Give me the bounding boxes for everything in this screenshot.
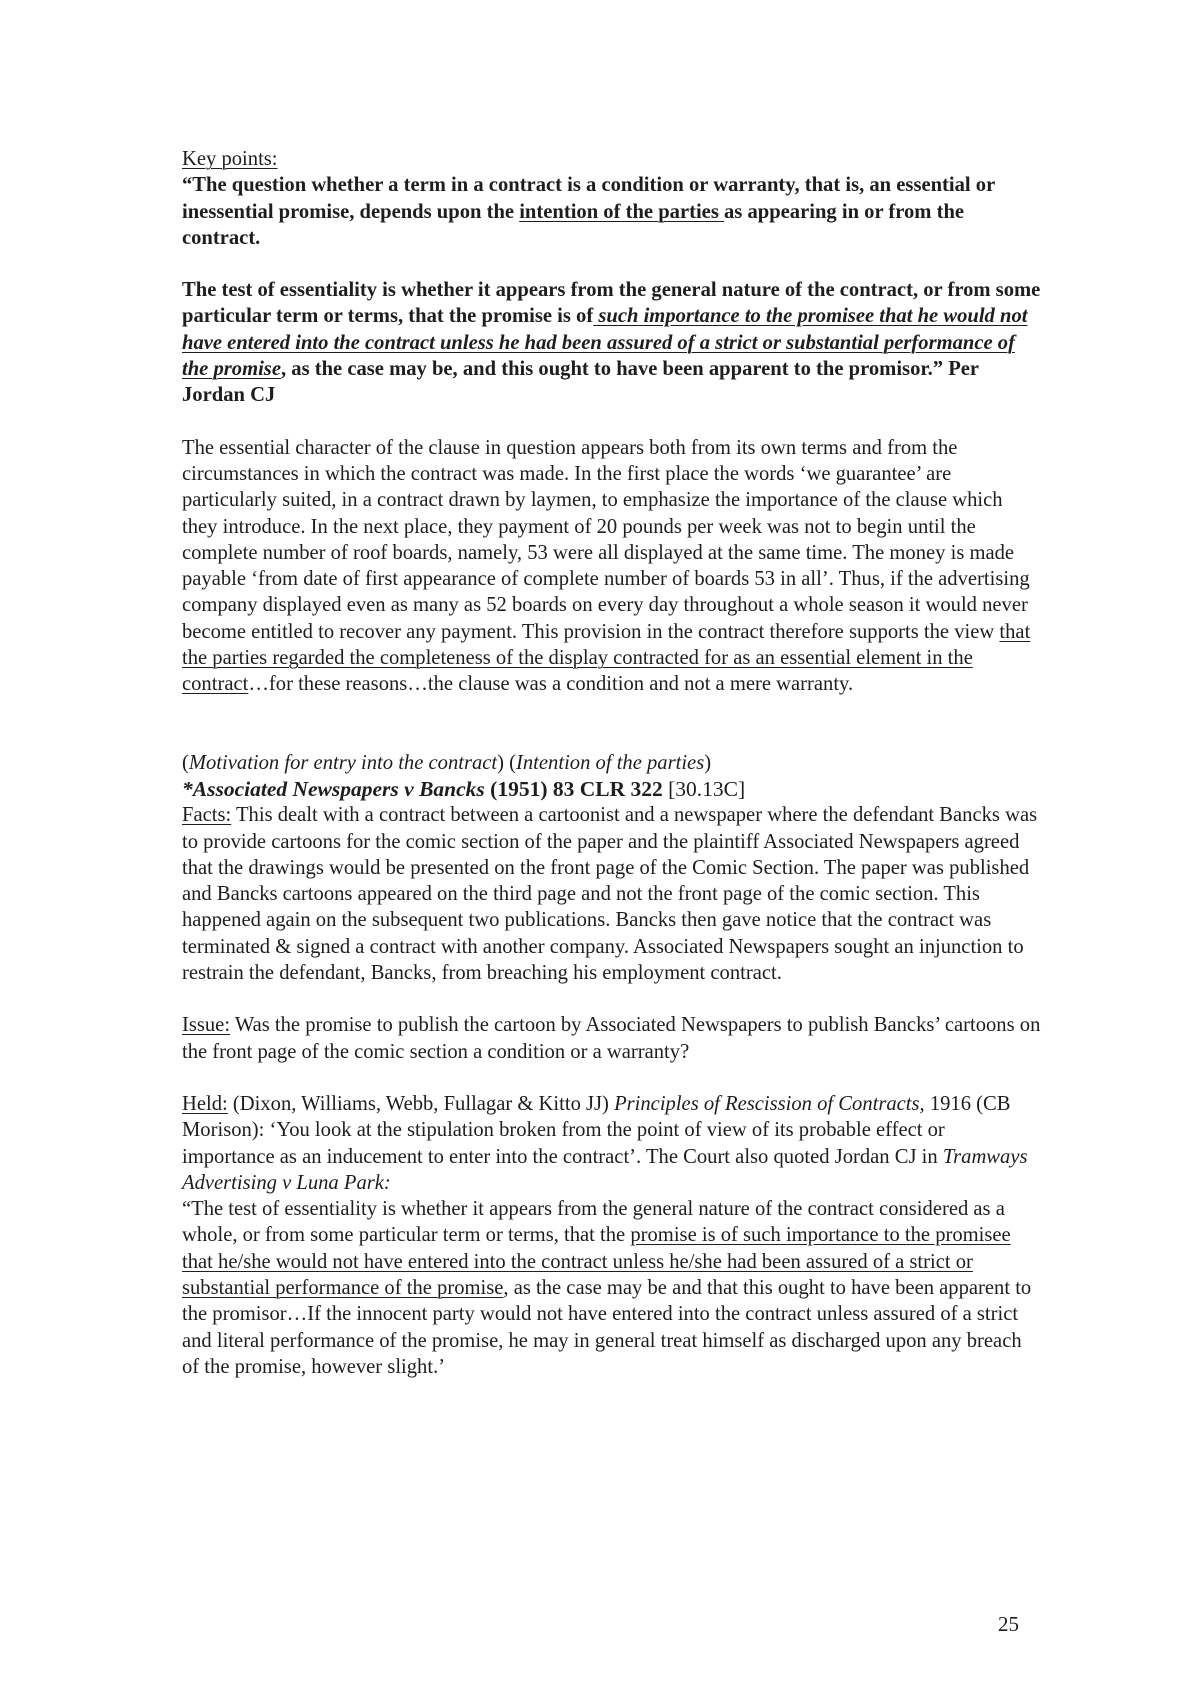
- held-judges: (Dixon, Williams, Webb, Fullagar & Kitto JJ): [227, 1092, 615, 1115]
- jordan-quote-essentiality: [182, 277, 1042, 408]
- issue-text: Was the promise to publish the cartoon by Associated Newspapers to publish Bancks’ cartoons on the front page of the comic section a condition or a warranty?: [182, 1014, 1041, 1063]
- quote1-underlined: intention of the parties: [519, 200, 724, 223]
- spacer: [182, 1065, 1042, 1091]
- key-points-label: Key points:: [182, 148, 278, 170]
- essential-character-paragraph: [182, 435, 1042, 698]
- quote1-part2: as appearing in or from the contract.: [182, 200, 965, 249]
- quote1-part1: “The question whether a term in a contract is a condition or warranty, that is, an essential or inessential promise, depends upon the: [182, 174, 995, 223]
- para1-tail: …for these reasons…the clause was a condition and not a mere warranty.: [248, 673, 854, 696]
- held-case-name: Tramways Advertising v Luna Park:: [182, 1145, 1028, 1194]
- case-tags: [182, 750, 1042, 776]
- quote2-part2: , as the case may be, and this ought to have been apparent to the promisor.” Per Jordan CJ: [182, 358, 979, 407]
- spacer: [182, 986, 1042, 1012]
- case-name: *Associated Newspapers v Bancks: [182, 776, 485, 801]
- held-text: 1916 (CB Morison): ‘You look at the stipulation broken from the point of view of its probable effect or importance as an inducement to enter into the contract’. The Court also quoted Jordan CJ in: [182, 1092, 1011, 1168]
- case-citation: (1951) 83 CLR 322: [484, 776, 663, 801]
- tag-paren-open: (: [182, 751, 189, 774]
- case-heading: [182, 776, 1042, 802]
- held-quote-underlined: promise is of such importance to the promisee that he/she would not have entered into the contract unless he/she had been assured of a strict or substantial performance of the promise: [182, 1224, 1011, 1299]
- issue-label: Issue:: [182, 1014, 231, 1037]
- quote2-emphasis: such importance to the promisee that he would not have entered into the contract unless he had been assured of a strict or substantial performance of the promise: [182, 305, 1028, 381]
- jordan-quote-intention: [182, 172, 1042, 251]
- para1-underlined: that the parties regarded the completeness of the display contracted for as an essential element in the contract: [182, 620, 1031, 696]
- tag-intention: Intention of the parties: [516, 751, 705, 774]
- spacer: [182, 698, 1042, 750]
- held-label: Held:: [182, 1092, 228, 1115]
- key-points-heading: [182, 146, 1042, 172]
- page-content: [182, 146, 1042, 1380]
- held-quote-part2: , as the case may be and that this ought to have been apparent to the promisor…If the innocent party would not have entered into the contract unless assured of a strict and literal performance of the promise, he may in general treat himself as discharged upon any breach of the promise, however slight.’: [182, 1276, 1032, 1378]
- facts-paragraph: [182, 802, 1042, 986]
- held-quote-part1: “The test of essentiality is whether it appears from the general nature of the contract considered as a whole, or from some particular term or terms, that the: [182, 1198, 1005, 1247]
- tag-paren-close: ): [704, 751, 712, 774]
- case-reference: [30.13C]: [662, 776, 746, 801]
- facts-label: Facts:: [182, 804, 232, 827]
- issue-paragraph: [182, 1012, 1042, 1065]
- page-number: 25: [998, 1612, 1019, 1636]
- facts-text: This dealt with a contract between a cartoonist and a newspaper where the defendant Bancks was to provide cartoons for the comic section of the paper and the plaintiff Associated Newspapers agreed that the drawings would be presented on the front page of the Comic Section. The paper was published and Bancks cartoons appeared on the third page and not the front page of the comic section. This happened again on the subsequent two publications. Bancks then gave notice that the contract was terminated & signed a contract with another company. Associated Newspapers sought an injunction to restrain the defendant, Bancks, from breaching his employment contract.: [182, 804, 1038, 985]
- spacer: [182, 251, 1042, 277]
- quote2-part1: The test of essentiality is whether it appears from the general nature of the contract, or from some particular term or terms, that the promise is of: [182, 279, 1041, 328]
- para1-text: The essential character of the clause in question appears both from its own terms and from the circumstances in which the contract was made. In the first place the words ‘we guarantee’ are particularly suited, in a contract drawn by laymen, to emphasize the importance of the clause which they introduce. In the next place, they payment of 20 pounds per week was not to begin until the complete number of roof boards, namely, 53 were all displayed at the same time. The money is made payable ‘from date of first appearance of complete number of boards 53 in all’. Thus, if the advertising company displayed even as many as 52 boards on every day throughout a whole season it would never become entitled to recover any payment. This provision in the contract therefore supports the view: [182, 436, 1030, 643]
- spacer: [182, 409, 1042, 435]
- tag-paren-mid: ) (: [497, 751, 517, 774]
- held-quote: [182, 1196, 1042, 1380]
- held-paragraph: [182, 1091, 1042, 1196]
- held-book-title: Principles of Rescission of Contracts,: [614, 1092, 925, 1115]
- tag-motivation: Motivation for entry into the contract: [188, 751, 498, 774]
